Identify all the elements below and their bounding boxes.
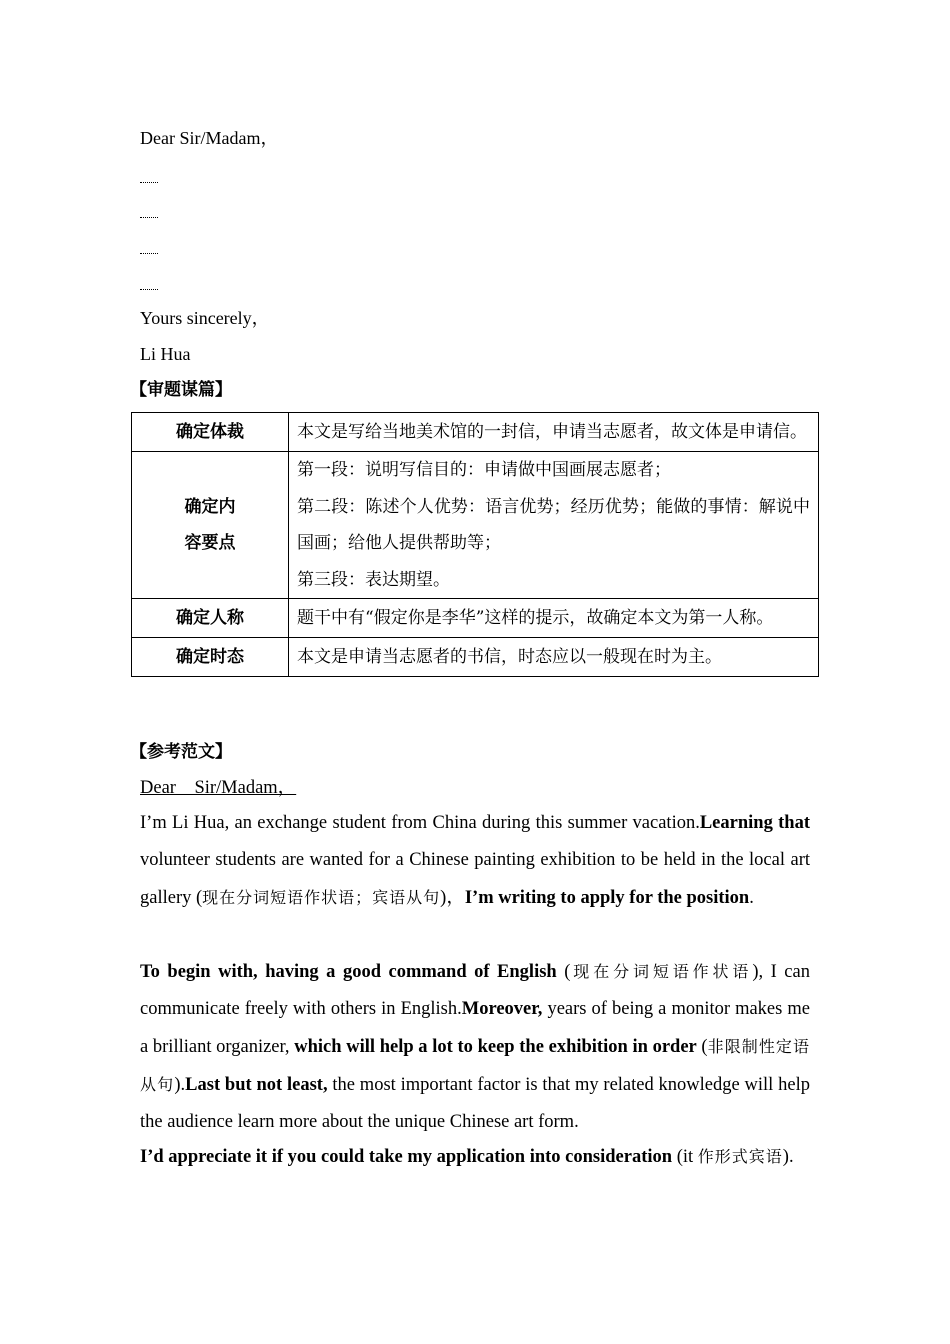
table-row bbox=[132, 452, 819, 599]
text-run: (it bbox=[672, 1147, 698, 1167]
text-run: volunteer students are wanted for a Chinese painting exhibition to be held in the local art gallery ( bbox=[140, 850, 810, 908]
sample-paragraph-3 bbox=[140, 1138, 810, 1176]
row-label: 确定人称 bbox=[132, 599, 289, 638]
grammar-note: 现在分词短语作状语 bbox=[570, 962, 753, 981]
table-row bbox=[132, 599, 819, 638]
content-line: 第二段：陈述个人优势：语言优势；经历优势；能做的事情：解说中国画；给他人提供帮助等； bbox=[297, 496, 810, 553]
content-line: 第三段：表达期望。 bbox=[297, 569, 450, 590]
grammar-note: 作形式宾语 bbox=[697, 1147, 783, 1166]
key-phrase: I’d appreciate it if you could take my application into consideration bbox=[140, 1147, 673, 1167]
row-label-line: 容要点 bbox=[184, 533, 236, 553]
letter-signature: Li Hua bbox=[140, 344, 191, 364]
text-run: ). bbox=[174, 1075, 186, 1095]
row-label bbox=[132, 452, 289, 599]
text-run: the most important factor is that my related knowledge will help the audience learn more about the unique Chinese art form. bbox=[140, 1075, 810, 1132]
key-phrase: Learning that bbox=[699, 813, 810, 833]
row-content: 本文是申请当志愿者的书信，时态应以一般现在时为主。 bbox=[289, 638, 819, 677]
key-phrase: I’m writing to apply for the position bbox=[464, 888, 750, 908]
text-run: )， bbox=[440, 888, 465, 908]
row-label: 确定体裁 bbox=[132, 413, 289, 452]
table-row bbox=[132, 638, 819, 677]
sample-salutation: Dear Sir/Madam， bbox=[140, 778, 297, 798]
text-run: ( bbox=[696, 1037, 708, 1057]
blank-line-1 bbox=[140, 182, 158, 183]
analysis-table bbox=[131, 412, 819, 677]
blank-line-4 bbox=[140, 289, 158, 290]
analysis-heading: 【审题谋篇】 bbox=[130, 380, 232, 400]
key-phrase: Moreover, bbox=[461, 999, 543, 1019]
text-run: years of being a monitor makes me a brilliant organizer, bbox=[140, 999, 810, 1057]
letter-salutation: Dear Sir/Madam， bbox=[140, 128, 279, 148]
sample-heading: 【参考范文】 bbox=[130, 742, 232, 762]
row-label-line: 确定内 bbox=[184, 497, 236, 517]
text-run: I’m Li Hua, an exchange student from China during this summer vacation. bbox=[140, 813, 700, 833]
key-phrase: which will help a lot to keep the exhibition in order bbox=[294, 1037, 697, 1057]
table-row bbox=[132, 413, 819, 452]
row-content bbox=[289, 452, 819, 599]
letter-closing: Yours sincerely， bbox=[140, 308, 270, 328]
row-content: 题干中有“假定你是李华”这样的提示，故确定本文为第一人称。 bbox=[289, 599, 819, 638]
text-run: ), I can communicate freely with others in English. bbox=[140, 962, 810, 1019]
blank-line-3 bbox=[140, 253, 158, 254]
key-phrase: To begin with, having a good command of English bbox=[140, 962, 557, 982]
content-line: 第一段：说明写信目的：申请做中国画展志愿者； bbox=[297, 460, 671, 480]
text-run: ( bbox=[556, 962, 571, 982]
text-run: ). bbox=[782, 1147, 794, 1167]
blank-line-2 bbox=[140, 217, 158, 218]
text-run: . bbox=[749, 888, 754, 908]
row-content: 本文是写给当地美术馆的一封信，申请当志愿者，故文体是申请信。 bbox=[289, 413, 819, 452]
row-label: 确定时态 bbox=[132, 638, 289, 677]
grammar-note: 现在分词短语作状语；宾语从句 bbox=[202, 888, 441, 907]
grammar-note: 非限制性定语从句 bbox=[140, 1037, 810, 1094]
sample-paragraph-1 bbox=[140, 805, 810, 917]
key-phrase: Last but not least, bbox=[185, 1075, 328, 1095]
sample-paragraph-2 bbox=[140, 953, 810, 1141]
